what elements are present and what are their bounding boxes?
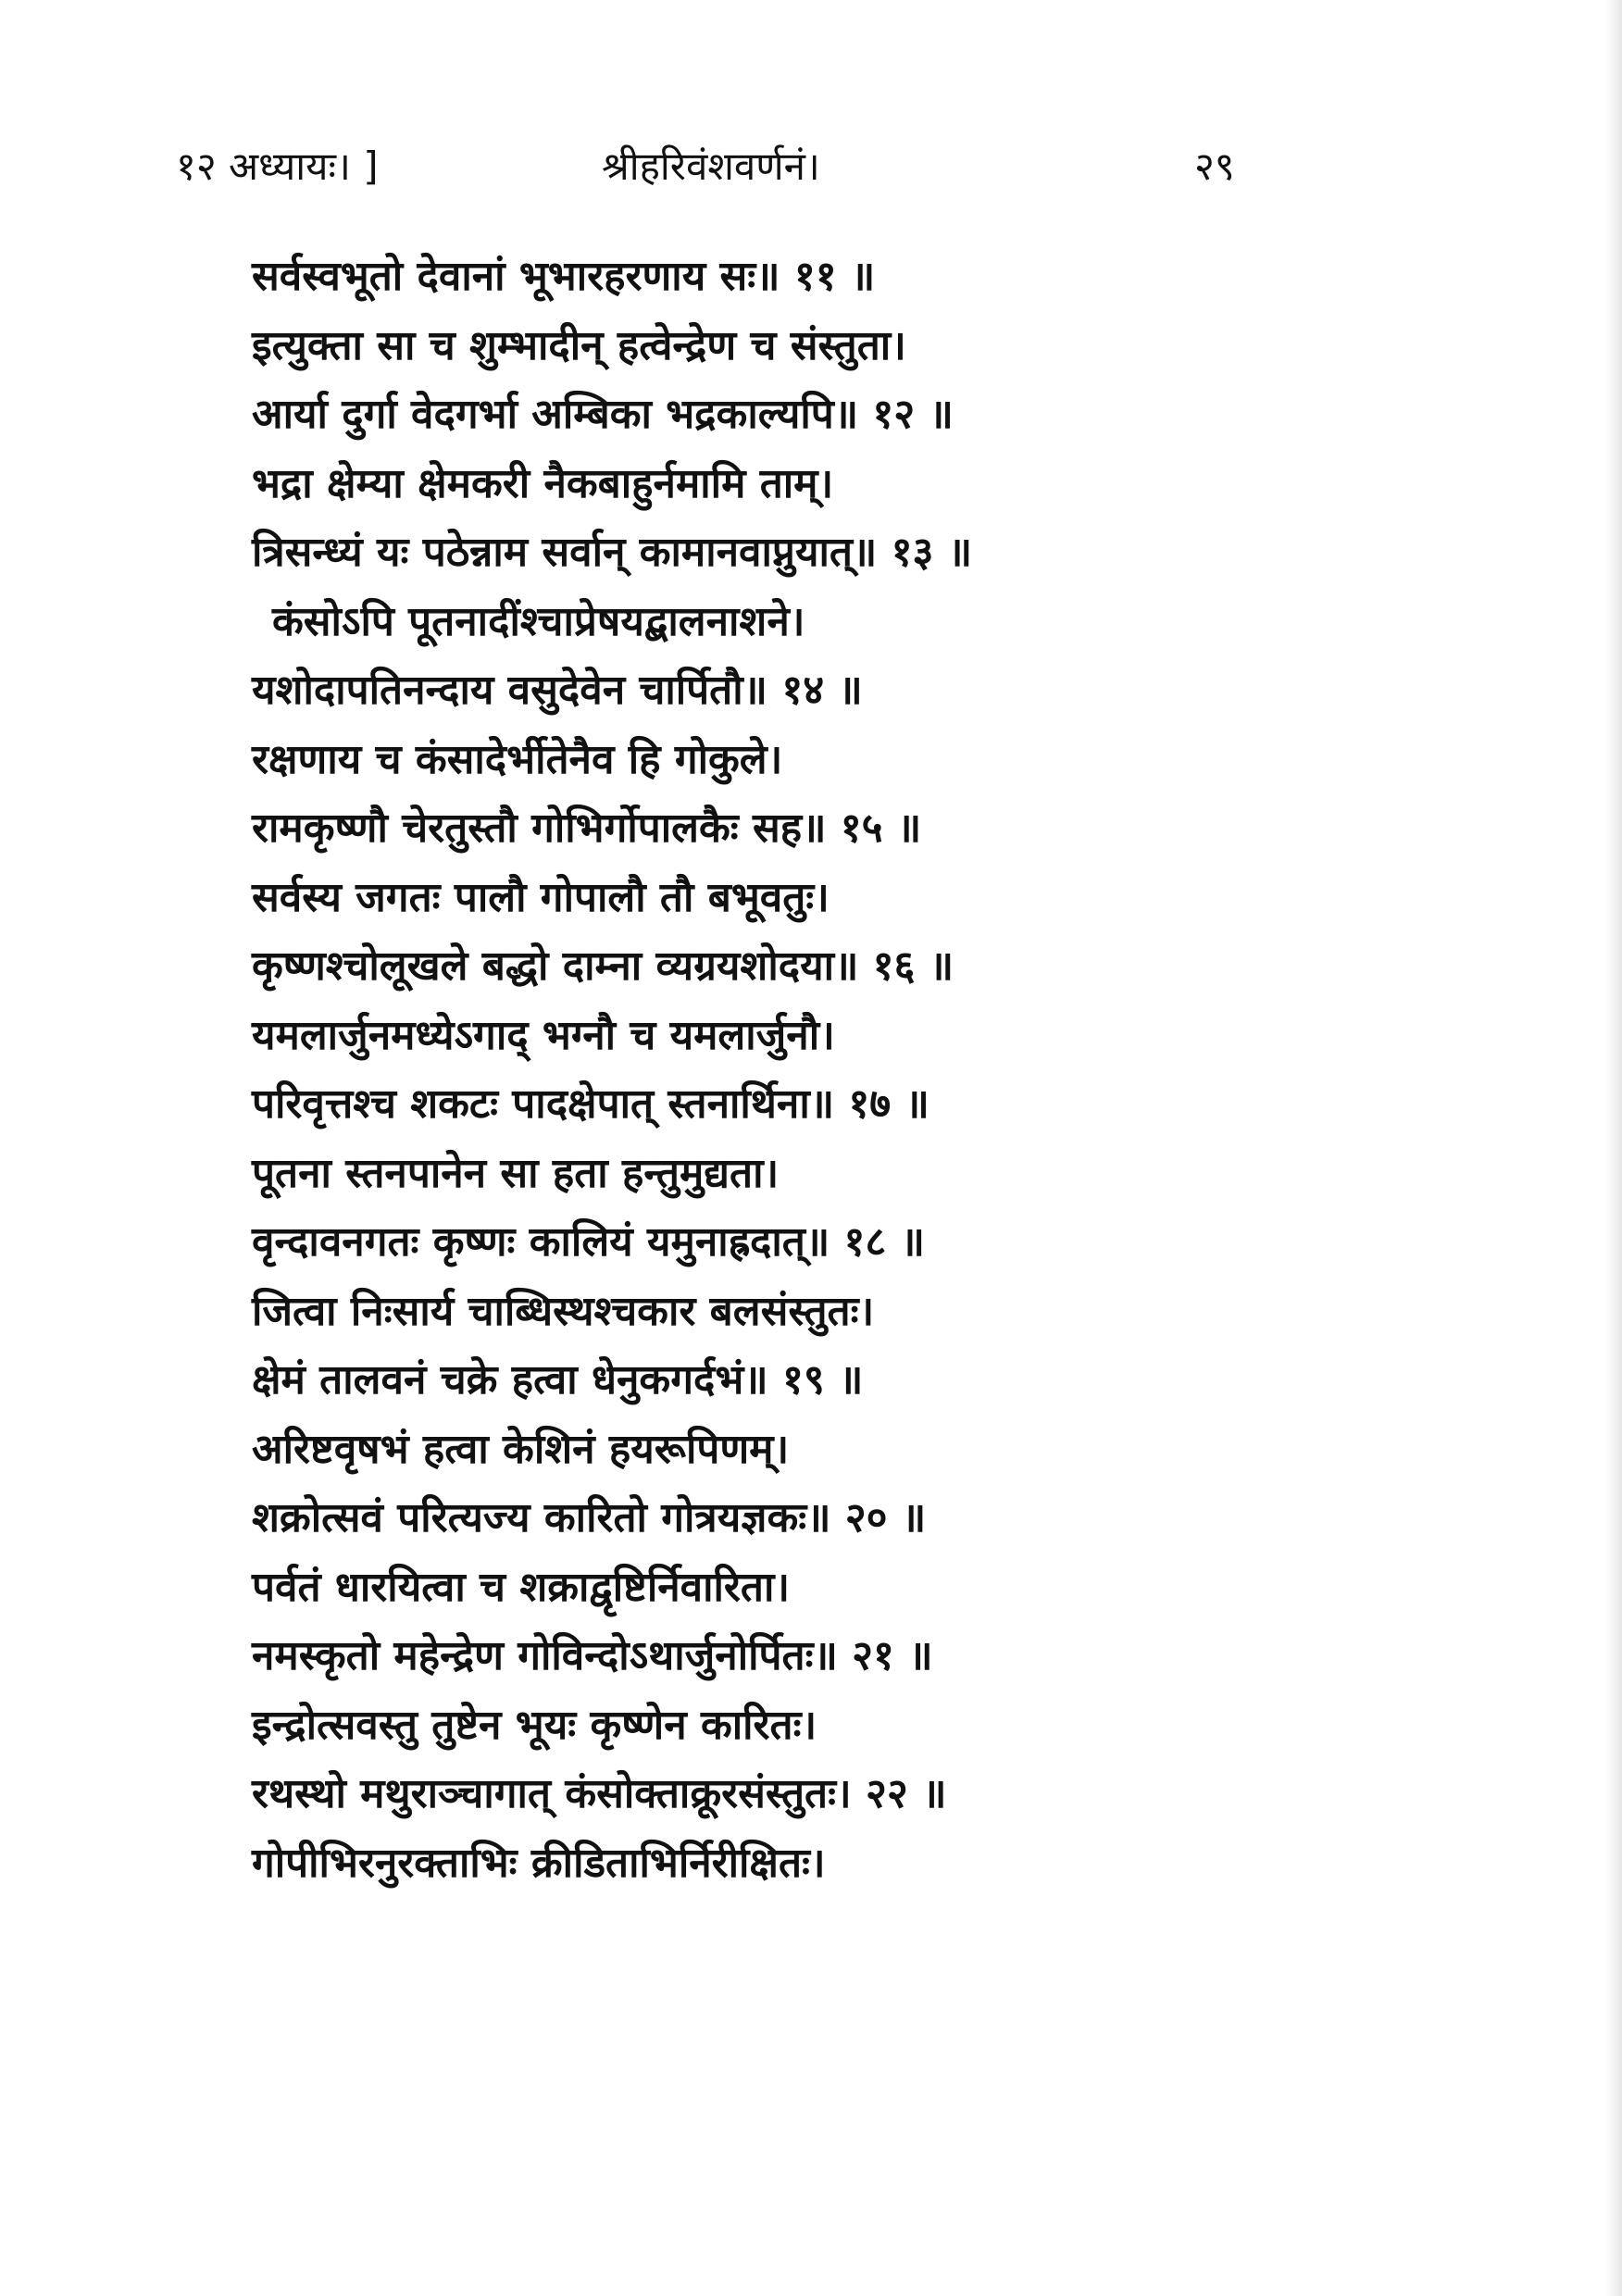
page-number: २९ xyxy=(1194,144,1235,189)
verse-block xyxy=(252,243,1455,1898)
page-edge-shadow xyxy=(1605,0,1622,2296)
verse-line: पूतना स्तनपानेन सा हता हन्तुमुद्यता। xyxy=(252,1149,780,1197)
verse-line: आर्या दुर्गा वेदगर्भा अम्बिका भद्रकाल्यपि॥ १२ ॥ xyxy=(252,391,954,438)
verse-line: नमस्कृतो महेन्द्रेण गोविन्दोऽथार्जुनोर्पितः॥ २१ ॥ xyxy=(252,1632,933,1679)
verse-line: सर्वस्य जगतः पालौ गोपालौ तौ बभूवतुः। xyxy=(252,873,830,921)
verse-line: त्रिसन्ध्यं यः पठेन्नाम सर्वान् कामानवाप्नुयात्॥ १३ ॥ xyxy=(252,529,973,576)
verse-line: वृन्दावनगतः कृष्णः कालियं यमुनाह्रदात्॥ १८ ॥ xyxy=(252,1218,925,1266)
chapter-label: १२ अध्यायः। ] xyxy=(176,144,379,189)
verse-line: भद्रा क्षेम्या क्षेमकरी नैकबाहुर्नमामि ताम्। xyxy=(252,459,834,507)
verse-line: इत्युक्ता सा च शुम्भादीन् हत्वेन्द्रेण च संस्तुता। xyxy=(252,321,906,369)
verse-line: रथस्थो मथुराञ्चागात् कंसोक्ताक्रूरसंस्तुतः। २२ ॥ xyxy=(252,1770,947,1817)
page-header xyxy=(0,139,1622,204)
verse-line: इन्द्रोत्सवस्तु तुष्टेन भूयः कृष्णेन कारितः। xyxy=(252,1701,817,1749)
verse-line: अरिष्टवृषभं हत्वा केशिनं हयरूपिणम्। xyxy=(252,1425,790,1473)
verse-line: कृष्णश्चोलूखले बद्धो दाम्ना व्यग्रयशोदया॥ १६ ॥ xyxy=(252,942,954,990)
verse-line: परिवृत्तश्च शकटः पादक्षेपात् स्तनार्थिना॥ १७ ॥ xyxy=(252,1080,930,1128)
verse-line: गोपीभिरनुरक्ताभिः क्रीडिताभिर्निरीक्षितः। xyxy=(252,1839,826,1887)
verse-line: जित्वा निःसार्य चाब्धिस्थश्चकार बलसंस्तुतः। xyxy=(252,1287,875,1335)
verse-line: सर्वस्वभूतो देवानां भूभारहरणाय सः॥ ११ ॥ xyxy=(252,253,876,300)
verse-line: शक्रोत्सवं परित्यज्य कारितो गोत्रयज्ञकः॥ २० ॥ xyxy=(252,1494,927,1541)
page-title: श्रीहरिवंशवर्णनं। xyxy=(602,144,820,189)
verse-line: कंसोऽपि पूतनादींश्चाप्रेषयद्बालनाशने। xyxy=(272,597,805,645)
verse-line: यमलार्जुनमध्येऽगाद् भग्नौ च यमलार्जुनौ। xyxy=(252,1011,835,1059)
verse-line: पर्वतं धारयित्वा च शक्राद्वृष्टिर्निवारिता। xyxy=(252,1563,791,1611)
verse-line: रामकृष्णौ चेरतुस्तौ गोभिर्गोपालकैः सह॥ १५ ॥ xyxy=(252,805,922,852)
verse-line: रक्षणाय च कंसादेर्भीतेनैव हि गोकुले। xyxy=(252,735,783,783)
verse-line: क्षेमं तालवनं चक्रे हत्वा धेनुकगर्दभं॥ १९ ॥ xyxy=(252,1356,864,1404)
verse-line: यशोदापतिनन्दाय वसुदेवेन चार्पितौ॥ १४ ॥ xyxy=(252,667,863,714)
